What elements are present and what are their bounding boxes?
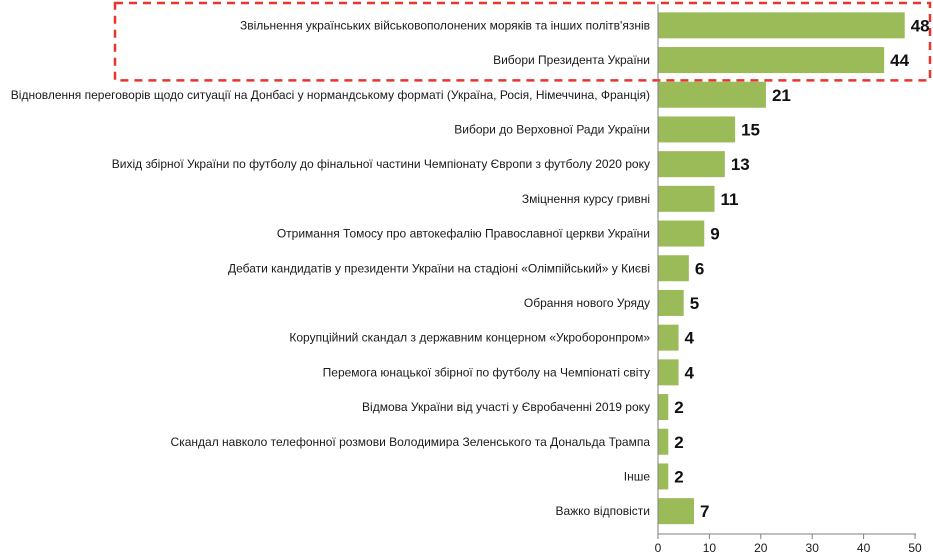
bar bbox=[658, 116, 735, 142]
x-tick-label: 10 bbox=[702, 541, 717, 555]
value-label: 2 bbox=[674, 432, 684, 452]
bar bbox=[658, 255, 689, 281]
x-tick-label: 30 bbox=[805, 541, 819, 555]
value-label: 4 bbox=[684, 363, 695, 383]
category-label: Дебати кандидатів у президенти України на стадіоні «Олімпійський» у Києві bbox=[227, 261, 650, 276]
category-label: Корупційний скандал з державним концерном «Укроборонпром» bbox=[289, 330, 650, 345]
value-label: 2 bbox=[674, 398, 684, 418]
value-label: 21 bbox=[771, 85, 791, 105]
category-label: Важко відповісти bbox=[555, 504, 650, 519]
bar bbox=[658, 82, 766, 108]
value-label: 44 bbox=[890, 51, 910, 71]
category-label: Перемога юнацької збірної по футболу на Чемпіонаті світу bbox=[322, 365, 650, 380]
value-label: 5 bbox=[689, 293, 700, 313]
x-tick-label: 0 bbox=[654, 541, 662, 555]
bar bbox=[658, 359, 679, 385]
category-label: Інше bbox=[623, 469, 650, 484]
category-label: Скандал навколо телефонної розмови Володимира Зеленського та Дональда Трампа bbox=[170, 434, 650, 449]
value-label: 2 bbox=[674, 467, 684, 487]
bar bbox=[658, 498, 694, 524]
x-tick-label: 50 bbox=[908, 541, 922, 555]
bar bbox=[658, 221, 704, 247]
x-tick-label: 40 bbox=[856, 541, 871, 555]
category-label: Відмова України від участі у Євробаченні 2019 року bbox=[362, 400, 650, 415]
category-label: Отримання Томосу про автокефалію Православної церкви України bbox=[276, 226, 650, 241]
category-label: Вибори Президента України bbox=[493, 53, 650, 68]
x-tick-label: 20 bbox=[754, 541, 768, 555]
value-label: 9 bbox=[710, 224, 720, 244]
category-label: Звільнення українських військовополонених моряків та інших політв'язнів bbox=[240, 18, 650, 33]
value-label: 6 bbox=[694, 259, 705, 279]
category-label: Вихід збірної України по футболу до фінальної частини Чемпіонату Європи з футболу 2020 року bbox=[111, 157, 650, 172]
category-label: Відновлення переговорів щодо ситуації на Донбасі у нормандському форматі (Україна, Росія, Німеччина, Франція) bbox=[10, 87, 650, 102]
bar bbox=[658, 394, 668, 420]
bar bbox=[658, 463, 668, 489]
bar bbox=[658, 290, 684, 316]
category-label: Вибори до Верховної Ради України bbox=[454, 122, 650, 137]
category-label: Обрання нового Уряду bbox=[523, 295, 650, 310]
value-label: 15 bbox=[741, 120, 761, 140]
value-label: 4 bbox=[684, 328, 695, 348]
bar bbox=[658, 47, 884, 73]
bar bbox=[658, 325, 679, 351]
bar bbox=[658, 429, 668, 455]
value-label: 11 bbox=[720, 189, 739, 209]
value-label: 48 bbox=[910, 16, 930, 36]
value-label: 13 bbox=[730, 155, 750, 175]
bar bbox=[658, 151, 725, 177]
category-label: Зміцнення курсу гривні bbox=[521, 191, 650, 206]
bar bbox=[658, 186, 715, 212]
bar bbox=[658, 12, 905, 38]
value-label: 7 bbox=[699, 502, 710, 522]
